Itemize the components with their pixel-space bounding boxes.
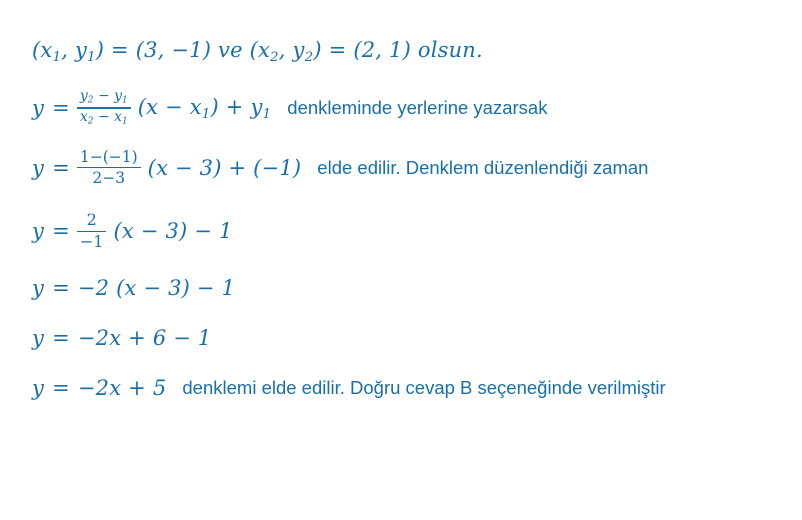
- solution-line-7: [32, 376, 772, 400]
- line7-conclusion-text: denklemi elde edilir. Doğru cevap B seçeneğinde verilmiştir: [182, 377, 666, 399]
- solution-line-4: [32, 212, 772, 250]
- line4-y: y: [32, 219, 45, 244]
- line4-equals: =: [52, 219, 70, 244]
- line7-y: y: [32, 376, 45, 401]
- solution-line-2: [32, 89, 772, 127]
- line3-fraction-numerator: 1−(−1): [79, 148, 138, 167]
- line4-fraction-numerator: 2: [86, 210, 97, 230]
- line1-expression: ($x_1$, $y_1) = (3$, −1) ve ($x_2$, $y_2) = (2$, 1) olsun.: [32, 38, 483, 65]
- line2-fraction-denominator: $x_2 - x_1$: [79, 109, 128, 127]
- line2-trailing-text: denkleminde yerlerine yazarsak: [287, 96, 548, 118]
- line2-body: $(x - x_1) + y_1$: [137, 94, 272, 122]
- line3-equals: =: [52, 155, 70, 180]
- line2-y: y: [32, 95, 45, 120]
- line3-body: (x − 3) + (−1): [147, 155, 302, 180]
- line6-body: −2x + 6 − 1: [77, 326, 212, 351]
- line6-equals: =: [52, 326, 70, 351]
- line3-y: y: [32, 155, 45, 180]
- line5-body: −2 (x − 3) − 1: [77, 276, 236, 301]
- line4-fraction-denominator: −1: [79, 231, 104, 251]
- line2-fraction-numerator: $y_2 - y_1$: [79, 87, 128, 106]
- line4-body: (x − 3) − 1: [113, 219, 233, 244]
- solution-line-3: [32, 149, 772, 186]
- line7-body: −2x + 5: [77, 376, 167, 401]
- line7-equals: =: [52, 376, 70, 401]
- line2-fraction: [77, 89, 131, 127]
- solution-line-5: [32, 276, 772, 300]
- line5-equals: =: [52, 276, 70, 301]
- line3-trailing-text: elde edilir. Denklem düzenlendiği zaman: [317, 156, 649, 178]
- solution-line-1: [32, 38, 772, 65]
- line5-y: y: [32, 276, 45, 301]
- line3-fraction: [77, 149, 141, 186]
- line4-fraction: [77, 212, 107, 250]
- line2-equals: =: [52, 95, 70, 120]
- solution-line-6: [32, 326, 772, 350]
- line3-fraction-denominator: 2−3: [92, 168, 126, 187]
- line6-y: y: [32, 326, 45, 351]
